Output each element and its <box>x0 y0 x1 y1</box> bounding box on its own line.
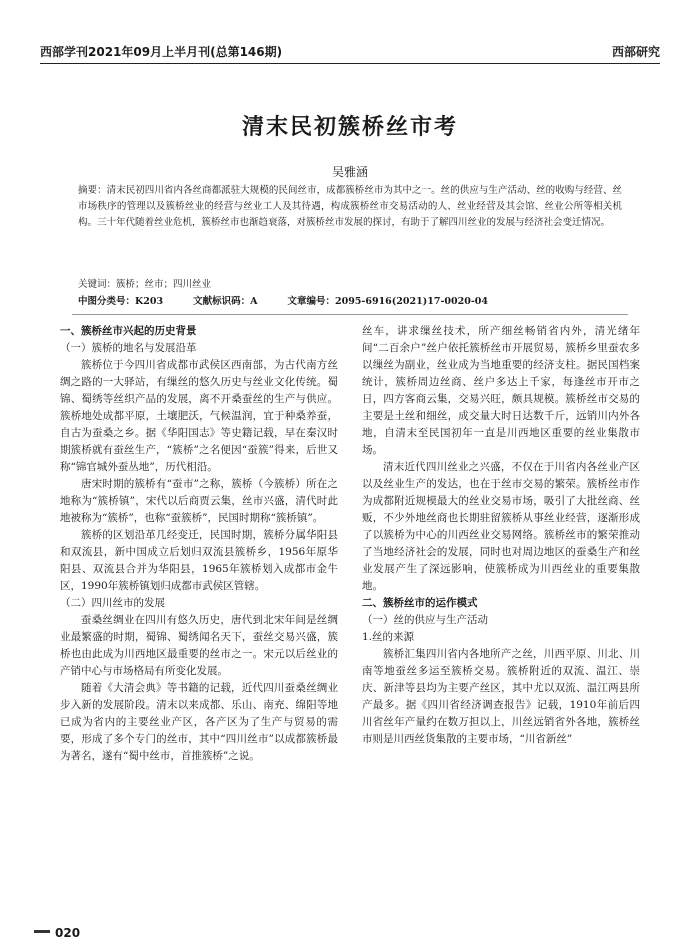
subsection-heading: （一）簇桥的地名与发展沿革 <box>60 342 197 354</box>
document-code: 文献标识码：A <box>193 296 258 307</box>
paragraph: 丝车，讲求缫丝技术，所产细丝畅销省内外，清光绪年间“二百余户”丝户依托簇桥丝市开展贸易，簇桥乡里蚕农多以缫丝为副业，丝业成为当地重要的经济支柱。据民国档案统计，簇桥周边丝商、丝户多达上千家，每逢丝市开市之日，四方客商云集，交易兴旺，颇具规模。簇桥丝市交易的主要是土丝和细丝，成交量大时日达数千斤，远销川内外各地，自清末至民国初年一直是川西地区重要的丝业集散市场。 <box>362 325 640 456</box>
left-column <box>60 323 338 765</box>
sub-subsection-heading: 1.丝的来源 <box>362 631 415 643</box>
article-title: 清末民初簇桥丝市考 <box>241 114 458 140</box>
right-column <box>362 323 640 748</box>
paragraph: 清末近代四川丝业之兴盛，不仅在于川省内各丝业产区以及丝业生产的发达，也在于丝市交易的繁荣。簇桥丝市作为成都附近规模最大的丝业交易市场，吸引了大批丝商、丝贩，不少外地丝商也长期驻留簇桥从事丝业经营，逐渐形成了以簇桥为中心的川西丝业交易网络。簇桥丝市的繁荣推动了当地经济社会的发展，同时也对周边地区的蚕桑生产和丝业发展产生了深远影响，使簇桥成为川西丝业的重要集散地。 <box>362 461 640 592</box>
subsection-heading: （一）丝的供应与生产活动 <box>362 614 488 626</box>
keywords: 关键词：簇桥；丝市；四川丝业 <box>78 279 212 290</box>
section-name: 西部研究 <box>611 45 660 59</box>
abstract-text: 摘要：清末民初四川省内各丝商都派驻大规模的民间丝市，成都簇桥丝市为其中之一。丝的供应与生产活动、丝的收购与经营、丝市场秩序的管理以及簇桥丝业的经营与丝业工人及其待遇，构成簇桥丝市交易活动的人、丝业经营及其会馆、丝业公所等相关机构。三十年代随着丝业危机，簇桥丝市也渐趋衰落，对簇桥丝市发展的探讨，有助于了解四川丝业的发展与经济社会变迁情况。 <box>78 185 622 228</box>
journal-info: 西部学刊2021年09月上半月刊(总第146期) <box>40 45 283 59</box>
classification-row <box>78 293 622 307</box>
page-number: 020 <box>55 926 81 940</box>
paragraph: 随着《大清会典》等书籍的记载，近代四川蚕桑丝绸业步入新的发展阶段。清末以来成都、乐山、南充、绵阳等地已成为省内的主要丝业产区，各产区为了生产与贸易的需要，形成了多个专门的丝市，其中“四川丝市”以成都簇桥最为著名，遂有“蜀中丝市，首推簇桥”之说。 <box>60 682 338 762</box>
paragraph: 簇桥汇集四川省内各地所产之丝，川西平原、川北、川南等地蚕丝多运至簇桥交易。簇桥附近的双流、温江、崇庆、新津等县均为主要产丝区，其中尤以双流、温江两县所产最多。据《四川省经济调查报告》记载，1910年前后四川省丝年产量约在数万担以上，川丝远销省外各地，簇桥丝市则是川西丝货集散的主要市场，“川省新丝” <box>362 648 640 745</box>
page-number-bar <box>34 930 50 933</box>
paragraph: 簇桥位于今四川省成都市武侯区西南部，为古代南方丝绸之路的一大驿站，有缫丝的悠久历史与丝业文化传统。蜀锦、蜀绣等丝织产品的发展，离不开桑蚕丝的生产与供应。簇桥地处成都平原，土壤肥沃，气候温润，宜于种桑养蚕，自古为蚕桑之乡。据《华阳国志》等史籍记载，早在秦汉时期簇桥就有蚕丝生产，“簇桥”之名便因“蚕簇”得来，后世又称“锦官城外蚕丛地”，历代相沿。 <box>60 359 338 473</box>
separator-rule <box>72 314 628 315</box>
section-heading: 一、簇桥丝市兴起的历史背景 <box>60 325 197 337</box>
abstract-block <box>78 183 622 231</box>
article-author: 吴雅涵 <box>331 165 368 179</box>
paragraph: 簇桥的区划沿革几经变迁，民国时期，簇桥分属华阳县和双流县，新中国成立后划归双流县簇桥乡，1956年原华阳县、双流县合并为华阳县，1965年簇桥划入成都市金牛区，1990年簇桥镇划归成都市武侯区管辖。 <box>60 529 338 592</box>
running-header <box>40 40 660 64</box>
paragraph: 唐宋时期的簇桥有“蚕市”之称，簇桥（今簇桥）所在之地称为“簇桥镇”，宋代以后商贾云集，丝市兴盛，清代时此地被称为“簇桥”，也称“蚕簇桥”，民国时期称“簇桥镇”。 <box>60 478 338 524</box>
clc-number: 中图分类号：K203 <box>78 296 164 307</box>
subsection-heading: （二）四川丝市的发展 <box>60 597 165 609</box>
section-heading: 二、簇桥丝市的运作模式 <box>362 597 478 609</box>
article-number: 文章编号：2095-6916(2021)17-0020-04 <box>287 296 488 307</box>
paragraph: 蚕桑丝绸业在四川有悠久历史，唐代到北宋年间是丝绸业最繁盛的时期，蜀锦、蜀绣闻名天下，蚕丝交易兴盛，簇桥也由此成为川西地区最重要的丝市之一。宋元以后丝业的产销中心与市场格局有所变化发展。 <box>60 614 338 677</box>
